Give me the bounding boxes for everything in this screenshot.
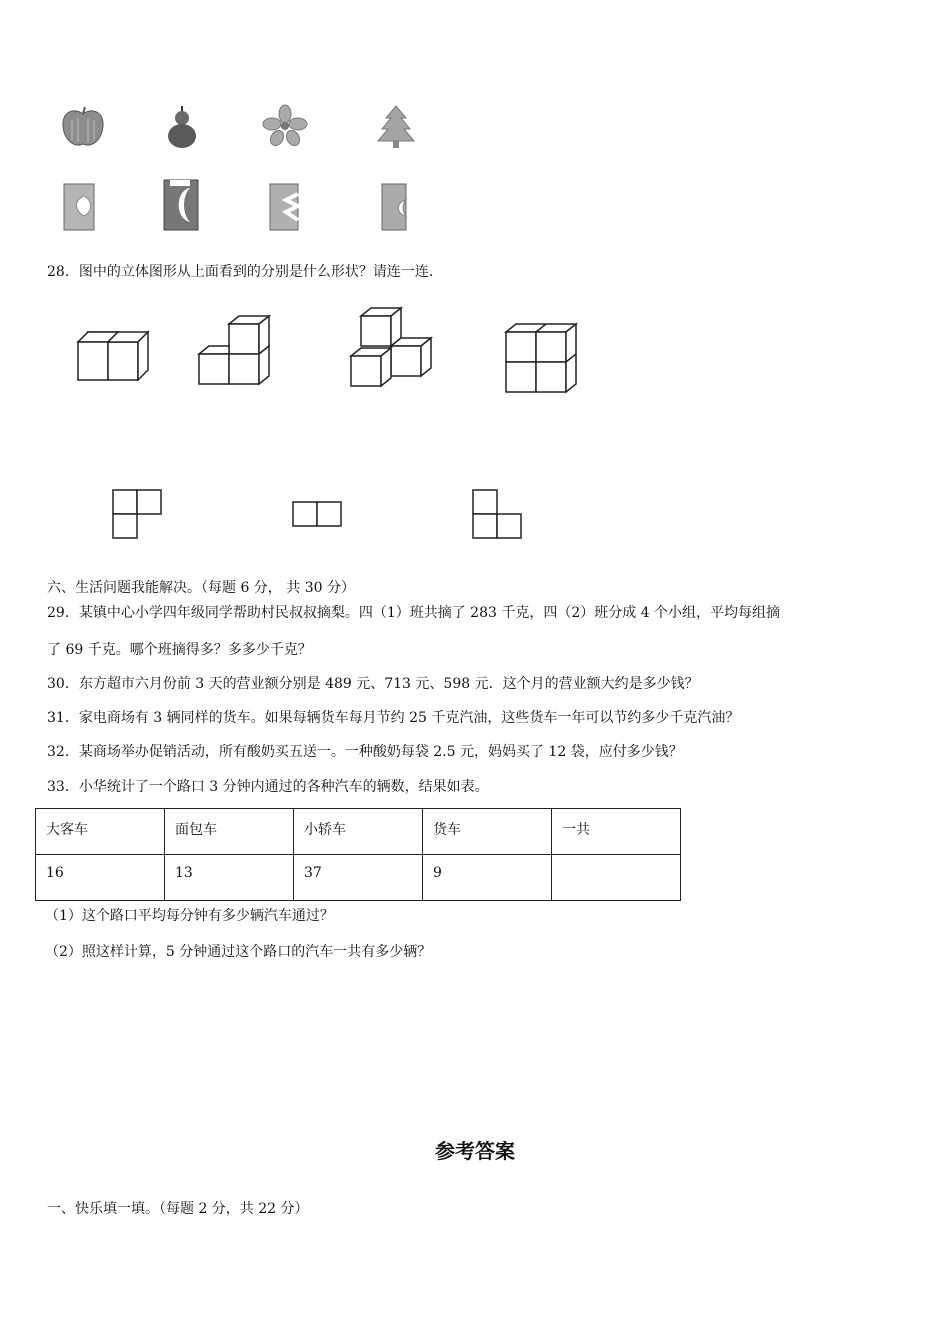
question-33: 33．小华统计了一个路口 3 分钟内通过的各种汽车的辆数，结果如表。 [47, 779, 489, 795]
cutout-e-icon [268, 182, 302, 232]
table-cell-total [552, 855, 681, 901]
table-header-cell: 小轿车 [294, 809, 423, 855]
cutout-e-leaf-icon [62, 182, 98, 232]
gourd-icon [162, 104, 202, 150]
table-cell: 13 [165, 855, 294, 901]
answers-title: 参考答案 [435, 1139, 515, 1163]
table-header-cell: 面包车 [165, 809, 294, 855]
table-header-cell: 货车 [423, 809, 552, 855]
table-header-row [36, 809, 681, 855]
question-33-sub-1: （1）这个路口平均每分钟有多少辆汽车通过？ [45, 908, 334, 924]
section-6-heading: 六、生活问题我能解决。（每题 6 分， 共 30 分） [47, 580, 355, 596]
table-cell: 9 [423, 855, 552, 901]
top-view-shape-3 [471, 488, 523, 540]
table-cell: 37 [294, 855, 423, 901]
apple-icon [58, 106, 108, 150]
cube-figure-4 [504, 322, 580, 396]
table-header-cell: 大客车 [36, 809, 165, 855]
cutout-e-moon-icon [380, 182, 412, 232]
question-33-sub-2: （2）照这样计算，5 分钟通过这个路口的汽车一共有多少辆？ [45, 944, 432, 960]
cutout-moon-icon [160, 178, 204, 232]
cube-figure-2 [197, 314, 273, 386]
question-31: 31．家电商场有 3 辆同样的货车。如果每辆货车每月节约 25 千克汽油，这些货车一年可以节约多少千克汽油？ [47, 710, 740, 726]
question-29-line-2: 了 69 千克。哪个班摘得多？多多少千克？ [47, 642, 312, 658]
question-30: 30．东方超市六月份前 3 天的营业额分别是 489 元、713 元、598 元．这个月的营业额大约是多少钱？ [47, 676, 699, 692]
top-view-shape-2 [291, 500, 343, 528]
vehicle-count-table [35, 808, 681, 901]
question-32: 32．某商场举办促销活动，所有酸奶买五送一。一种酸奶每袋 2.5 元，妈妈买了 12 袋，应付多少钱？ [47, 744, 683, 760]
flower-icon [262, 104, 308, 148]
table-cell: 16 [36, 855, 165, 901]
top-view-shape-1 [111, 488, 163, 540]
table-row [36, 855, 681, 901]
answers-section-1: 一、快乐填一填。（每题 2 分，共 22 分） [47, 1201, 309, 1217]
cube-figure-1 [76, 330, 152, 384]
table-header-cell: 一共 [552, 809, 681, 855]
question-28: 28．图中的立体图形从上面看到的分别是什么形状？请连一连. [47, 264, 434, 280]
tree-icon [376, 104, 416, 150]
cube-figure-3 [349, 306, 433, 388]
question-29-line-1: 29．某镇中心小学四年级同学帮助村民叔叔摘梨。四（1）班共摘了 283 千克，四（2）班分成 4 个小组，平均每组摘 [47, 605, 781, 621]
